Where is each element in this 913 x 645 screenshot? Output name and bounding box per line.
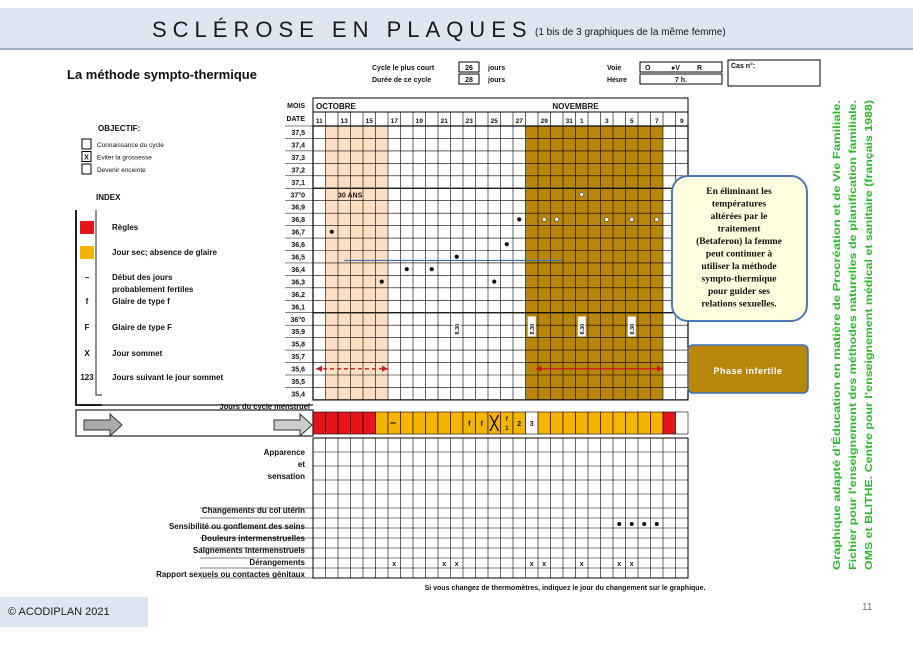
- temp-label: 36,2: [291, 291, 305, 299]
- route-option: R: [697, 65, 703, 72]
- objective-checkbox-mark: X: [84, 154, 89, 162]
- temp-point: [605, 217, 609, 221]
- time-mark: 8.30: [630, 323, 637, 335]
- temp-point: [580, 192, 584, 196]
- day-strip-cell: [638, 412, 651, 434]
- date-cell: 31: [565, 118, 573, 125]
- date-cell: 9: [679, 118, 684, 125]
- temp-label: 36,4: [291, 266, 305, 274]
- day-strip-cell: [363, 412, 376, 434]
- temp-label: 35,7: [291, 354, 305, 362]
- objective-item-label: Eviter la grossesse: [97, 154, 152, 162]
- case-label: Cas n°:: [731, 63, 756, 70]
- legend-arrow-right: [274, 414, 312, 436]
- time-mark: 8.30: [530, 323, 537, 335]
- callout-text-line: relations sexuelles.: [701, 299, 777, 310]
- day-strip-cell: [538, 412, 551, 434]
- breast-mark: [630, 522, 634, 526]
- shortest-cycle-label: Cycle le plus court: [372, 65, 435, 72]
- date-cell: 13: [340, 118, 348, 125]
- method-title: La méthode sympto-thermique: [67, 67, 257, 82]
- index-color-swatch: [80, 221, 94, 234]
- temp-label: 36,5: [291, 254, 305, 262]
- disturb-mark: x: [629, 561, 634, 568]
- temp-label: 35,8: [291, 341, 305, 349]
- index-label: Jour sommet: [112, 349, 163, 358]
- disturb-mark: x: [617, 561, 622, 568]
- intercourse-label: Rapport sexuels ou contactes génitaux: [156, 570, 305, 579]
- callout-text-line: peut continuer à: [705, 249, 773, 260]
- date-cell: 1: [579, 118, 584, 125]
- day-code: 3: [529, 421, 534, 428]
- disturb-mark: x: [542, 561, 547, 568]
- index-label: Glaire de type F: [112, 323, 173, 332]
- day-strip-cell: [676, 412, 689, 434]
- cycle-length-value: 28: [465, 77, 473, 84]
- disturb-mark: x: [579, 561, 584, 568]
- month-october: OCTOBRE: [316, 102, 356, 111]
- temp-label: 37,1: [291, 179, 305, 187]
- temp-point: [555, 217, 559, 221]
- day-code: f: [505, 417, 508, 423]
- day-strip-cell: [576, 412, 589, 434]
- copyright-label: © ACODIPLAN 2021: [0, 597, 148, 627]
- callout-text-line: En éliminant les: [706, 187, 772, 197]
- route-option: O: [645, 65, 651, 72]
- footer-note: Si vous changez de thermomètres, indiquez le jour du changement sur le graphique.: [424, 585, 706, 592]
- legend-arrow-left: [84, 414, 122, 436]
- index-label: Règles: [112, 223, 139, 232]
- objective-item-label: Devenir enceinte: [97, 167, 146, 174]
- breast-mark: [655, 522, 659, 526]
- date-cell: 19: [415, 118, 423, 125]
- appearance-label-3: sensation: [267, 472, 305, 481]
- temp-point: [405, 267, 409, 271]
- callout-text-line: sympto-thermique: [701, 274, 777, 285]
- temp-label: 36,7: [291, 229, 305, 237]
- day-strip-cell: [651, 412, 664, 434]
- date-cell: 21: [440, 118, 448, 125]
- temp-label: 35,5: [291, 379, 305, 386]
- day-strip-cell: [563, 412, 576, 434]
- day-code: 2: [517, 421, 522, 428]
- date-cell: 25: [490, 118, 498, 125]
- temp-label: 37,4: [291, 142, 305, 150]
- index-label: Glaire de type f: [112, 297, 170, 306]
- side-note-line: OMS et BLITHE. Centre pour l’enseignement médical et sanitaire (français 1988): [864, 190, 875, 570]
- temp-label: 36,8: [291, 217, 305, 225]
- day-strip-cell: [663, 412, 676, 434]
- day-strip-cell: [601, 412, 614, 434]
- days-unit-2: jours: [488, 77, 506, 84]
- index-symbol: 123: [80, 373, 94, 382]
- cycle-length-label: Durée de ce cycle: [372, 77, 432, 84]
- day-strip-cell: [413, 412, 426, 434]
- objective-item-label: Connaissance du cycle: [97, 142, 164, 149]
- day-strip-cell: [376, 412, 389, 434]
- day-code: f: [480, 421, 483, 428]
- day-strip-cell: [551, 412, 564, 434]
- phase-arrowhead: [316, 366, 322, 372]
- temp-point: [430, 267, 434, 271]
- index-label: Début des jours: [112, 273, 173, 282]
- day-strip-cell: [326, 412, 339, 434]
- callout-text-line: utiliser la méthode: [701, 262, 777, 272]
- slide-title: SCLÉROSE EN PLAQUES: [152, 17, 533, 42]
- route-label: Voie: [607, 65, 622, 72]
- day-strip-cell: [401, 412, 414, 434]
- index-symbol: X: [84, 349, 90, 358]
- callout-text-line: pour guider ses: [708, 287, 770, 297]
- temp-label: 36,3: [291, 279, 305, 287]
- temp-point: [505, 242, 509, 246]
- temp-label: 35,6: [291, 366, 305, 374]
- day-code: 1: [505, 426, 509, 432]
- disturb-label: Dérangements: [249, 558, 305, 567]
- date-cell: 29: [540, 118, 548, 125]
- temp-point: [380, 280, 384, 284]
- temp-point: [330, 230, 334, 234]
- day-code: f: [468, 421, 471, 428]
- index-symbol: f: [85, 297, 89, 306]
- date-cell: 11: [315, 118, 323, 125]
- breast-mark: [642, 522, 646, 526]
- temp-label: 35,4: [291, 391, 305, 399]
- temp-label: 37,2: [291, 167, 305, 175]
- age-note: 30 ANS: [338, 192, 363, 200]
- callout-text-line: altérées par le: [710, 212, 768, 222]
- temp-label: 37,5: [291, 130, 305, 137]
- cervix-label: Changements du col utérin: [201, 506, 305, 515]
- side-note-line: Fichier pour l’enseignement des méthodes naturelles de planification familiale.: [848, 194, 859, 570]
- breast-mark: [617, 522, 621, 526]
- day-strip-cell: [351, 412, 364, 434]
- hour-value: 7 h.: [674, 77, 688, 84]
- index-label: Jour sec; absence de glaire: [112, 248, 217, 257]
- temp-label: 37°0: [290, 192, 305, 200]
- objective-checkbox: [82, 164, 91, 174]
- disturb-mark: x: [529, 561, 534, 568]
- objective-title: OBJECTIF:: [98, 124, 141, 133]
- temp-point: [517, 217, 521, 221]
- temp-point: [542, 217, 546, 221]
- cycle-days-label: Jours du cycle menstruel: [219, 402, 310, 411]
- index-symbol: –: [84, 273, 90, 282]
- index-label: Jours suivant le jour sommet: [112, 373, 224, 382]
- disturb-mark: x: [392, 561, 397, 568]
- bleeding-label: Saignements intermenstruels: [192, 546, 305, 555]
- temp-label: 35,9: [291, 329, 305, 337]
- index-title: INDEX: [96, 193, 121, 202]
- temp-label: 37,3: [291, 154, 305, 162]
- hour-label: Heure: [607, 77, 627, 84]
- day-strip-cell: [588, 412, 601, 434]
- pain-label: Douleurs intermenstruelles: [201, 534, 305, 543]
- temp-point: [455, 255, 459, 259]
- date-cell: 17: [390, 118, 398, 125]
- shortest-cycle-value: 26: [465, 65, 473, 72]
- temp-label: 36,9: [291, 204, 305, 212]
- index-label: probablement fertiles: [112, 285, 194, 294]
- index-symbol: F: [84, 323, 90, 332]
- index-color-swatch: [80, 246, 94, 259]
- callout-text-line: températures: [711, 199, 767, 210]
- days-unit-1: jours: [488, 65, 506, 72]
- day-strip-cell: [626, 412, 639, 434]
- phase-infertile-label: Phase infertile: [713, 366, 783, 376]
- time-mark: 8.30: [455, 323, 462, 335]
- date-cell: 15: [365, 118, 373, 125]
- temp-point: [492, 280, 496, 284]
- temp-point: [655, 217, 659, 221]
- time-mark: 8.30: [580, 323, 587, 335]
- objective-checkbox: [82, 139, 91, 149]
- date-cell: 27: [515, 118, 523, 125]
- route-option: ●V: [671, 65, 680, 72]
- day-strip-cell: [613, 412, 626, 434]
- mois-label: MOIS: [287, 103, 305, 110]
- date-cell: 23: [465, 118, 473, 125]
- page-number: 11: [862, 602, 873, 613]
- day-strip-cell: [338, 412, 351, 434]
- index-bracket-inner-line: [96, 210, 102, 395]
- callout-text-line: traitement: [717, 224, 761, 235]
- temp-label: 36,6: [291, 242, 305, 250]
- day-strip-cell: [426, 412, 439, 434]
- temp-point: [630, 217, 634, 221]
- fertile-start-mark: –: [390, 417, 397, 429]
- side-note-line: Graphique adapté d’Éducation en matière de Procréation et de Vie Familiale.: [832, 207, 843, 570]
- date-cell: 7: [654, 118, 659, 125]
- appearance-label-2: et: [297, 460, 305, 469]
- day-strip-cell: [438, 412, 451, 434]
- date-label: DATE: [286, 116, 305, 123]
- temp-label: 36,1: [291, 304, 305, 312]
- breast-label: Sensibilité ou gonflement des seins: [168, 522, 305, 531]
- disturb-mark: x: [442, 561, 447, 568]
- appearance-label-1: Apparence: [263, 448, 305, 457]
- day-strip-cell: [451, 412, 464, 434]
- disturb-mark: x: [454, 561, 459, 568]
- route-box: [640, 62, 722, 72]
- slide-subtitle: (1 bis de 3 graphiques de la même femme): [535, 27, 726, 38]
- date-cell: 5: [629, 118, 634, 125]
- date-cell: 3: [604, 118, 609, 125]
- day-strip-cell: [313, 412, 326, 434]
- month-november: NOVEMBRE: [552, 102, 599, 111]
- temp-label: 36°0: [290, 316, 305, 324]
- callout-text-line: (Betaferon) la femme: [696, 237, 782, 247]
